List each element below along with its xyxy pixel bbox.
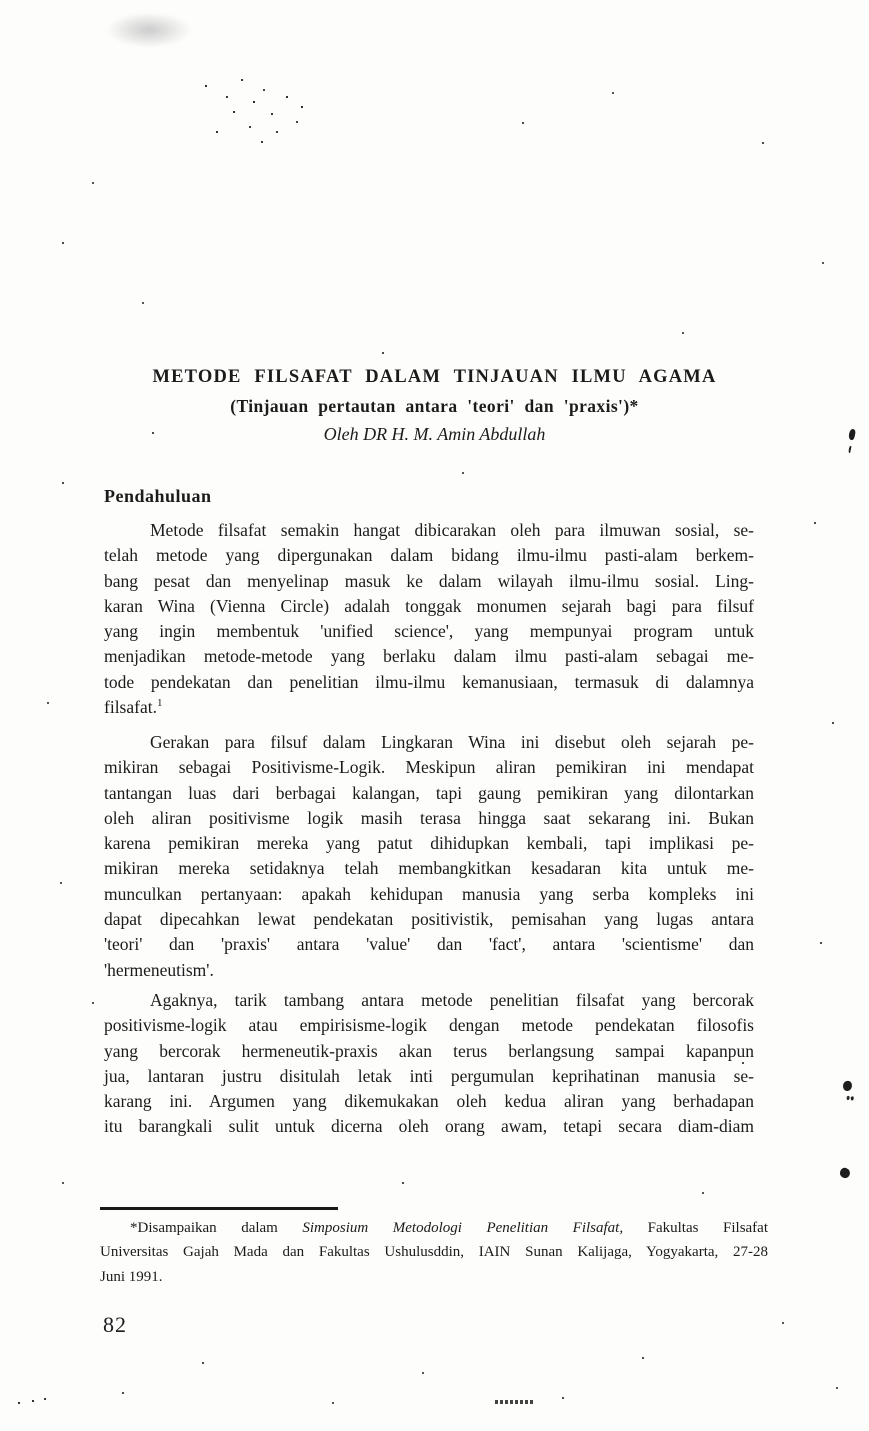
text-line: positivisme-logik atau empirisisme-logik dengan metode pendekatan filosofis: [104, 1015, 754, 1036]
text-line: 'teori' dan 'praxis' antara 'value' dan 'fact', antara 'scientisme' dan: [104, 934, 754, 955]
text-line: itu barangkali sulit untuk dicerna oleh orang awam, tetapi secara diam-diam: [104, 1116, 754, 1137]
footnote-divider: [100, 1207, 338, 1210]
footnote-reference-1: 1: [156, 697, 163, 710]
text-line: mikiran mereka setidaknya telah membangkitkan kesadaran kita untuk me-: [104, 858, 754, 879]
text-line: tantangan luas dari berbagai kalangan, tapi gaung pemikiran yang dilontarkan: [104, 782, 754, 803]
text-line: [104, 695, 754, 720]
text-line: bang pesat dan menyelinap masuk ke dalam wilayah ilmu-ilmu sosial. Ling-: [104, 570, 754, 591]
text-line: karena pemikiran mereka yang patut dihidupkan kembali, tapi implikasi pe-: [104, 833, 754, 854]
scan-noise-dots: [0, 0, 2, 2]
page-number: 82: [103, 1312, 127, 1337]
document-subtitle: (Tinjauan pertautan antara 'teori' dan 'praxis')*: [230, 396, 639, 416]
document-byline: Oleh DR H. M. Amin Abdullah: [323, 424, 546, 444]
text-line: karang ini. Argumen yang dikemukakan oleh kedua aliran yang berhadapan: [104, 1091, 754, 1112]
document-title: METODE FILSAFAT DALAM TINJAUAN ILMU AGAMA: [152, 367, 717, 387]
paragraph-2: [104, 730, 754, 983]
footnote-text: *Disampaikan dalam: [130, 1220, 303, 1236]
footnote-line: [100, 1216, 768, 1240]
paragraph-1: [104, 518, 754, 720]
scan-smudge: [106, 12, 192, 48]
scan-mark: [842, 1080, 852, 1091]
text-line: yang ingin membentuk 'unified science', yang mempunyai program untuk: [104, 621, 754, 642]
text-line: munculkan pertanyaan: apakah kehidupan manusia yang serba kompleks ini: [104, 883, 754, 904]
text-line: jua, lantaran justru disitulah letak inti pergumulan keprihatinan manusia se-: [104, 1065, 754, 1086]
footnote: [100, 1216, 768, 1289]
section-heading-pendahuluan: Pendahuluan: [104, 486, 212, 506]
paragraph-3: [104, 988, 754, 1140]
text-line: Metode filsafat semakin hangat dibicarakan oleh para ilmuwan sosial, se-: [150, 520, 754, 540]
text-line: telah metode yang dipergunakan dalam bidang ilmu-ilmu pasti-alam berkem-: [104, 545, 754, 566]
footnote-text: Fakultas Filsafat: [623, 1220, 769, 1236]
text-line: dapat dipecahkan lewat pendekatan positivistik, pemisahan yang lugas antara: [104, 909, 754, 930]
text-line: yang bercorak hermeneutik-praxis akan terus berlangsung sampai kapanpun: [104, 1040, 754, 1061]
text-line: karan Wina (Vienna Circle) adalah tonggak monumen sejarah bagi para filsuf: [104, 595, 754, 616]
scan-mark: [495, 1400, 535, 1404]
text-line-end: filsafat.: [104, 697, 157, 718]
text-line: Agaknya, tarik tambang antara metode penelitian filsafat yang bercorak: [150, 990, 754, 1010]
text-line: menjadikan metode-metode yang berlaku dalam ilmu pasti-alam sebagai me-: [104, 646, 754, 667]
text-line: mikiran sebagai Positivisme-Logik. Meskipun aliran pemikiran ini mendapat: [104, 757, 754, 778]
text-line: Gerakan para filsuf dalam Lingkaran Wina ini disebut oleh sejarah pe-: [150, 732, 754, 752]
scan-mark: [839, 1167, 852, 1180]
text-line: 'hermeneutism'.: [104, 959, 214, 980]
text-line: tode pendekatan dan penelitian ilmu-ilmu kemanusiaan, termasuk di dalamnya: [104, 671, 754, 692]
footnote-symposium-title: Simposium Metodologi Penelitian Filsafat,: [302, 1220, 624, 1236]
footnote-line: Juni 1991.: [100, 1268, 163, 1285]
text-line: oleh aliran positivisme logik masih terasa hingga saat sekarang ini. Bukan: [104, 807, 754, 828]
footnote-line: Universitas Gajah Mada dan Fakultas Ushulusddin, IAIN Sunan Kalijaga, Yogyakarta, 27-28: [100, 1244, 768, 1261]
